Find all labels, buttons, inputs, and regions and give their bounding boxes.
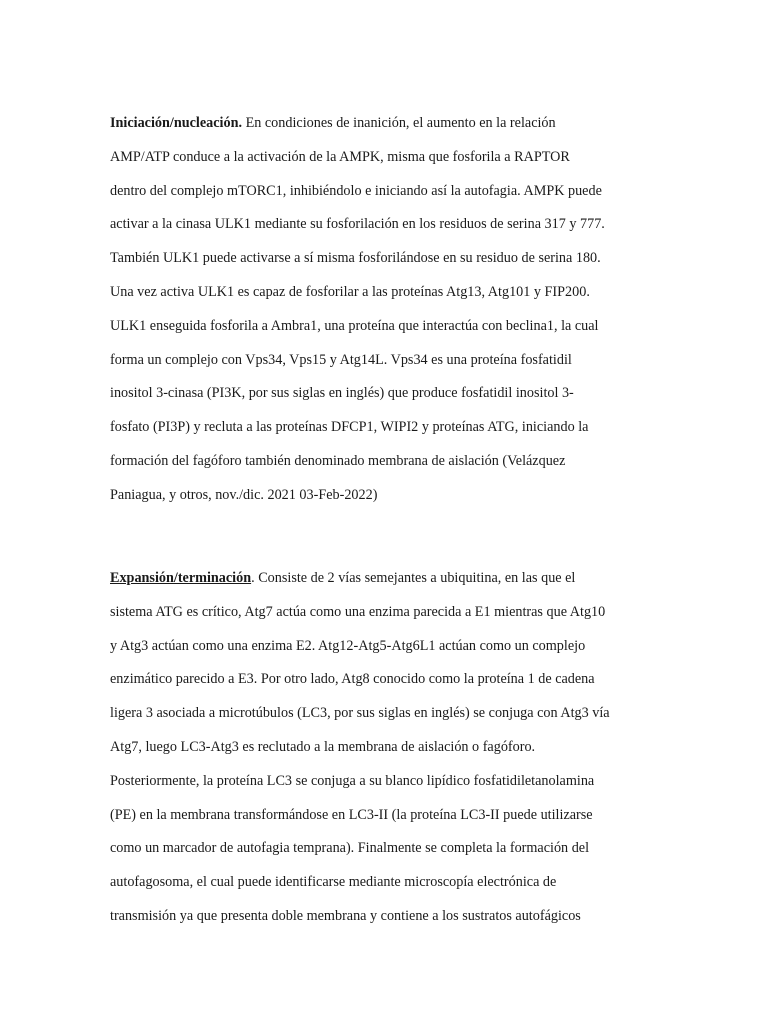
paragraph-heading: Expansión/terminación [110, 570, 252, 586]
text-line: sistema ATG es crítico, Atg7 actúa como una enzima parecida a E1 mientras que Atg10 [110, 603, 606, 620]
text-line: forma un complejo con Vps34, Vps15 y Atg14L. Vps34 es una proteína fosfatidil [110, 351, 572, 368]
text-line: AMP/ATP conduce a la activación de la AMPK, misma que fosforila a RAPTOR [110, 148, 570, 165]
paragraph-heading: Iniciación/nucleación. [110, 115, 243, 131]
text-line-content: En condiciones de inanición, el aumento en la relación [242, 115, 556, 131]
text-line: ligera 3 asociada a microtúbulos (LC3, por sus siglas en inglés) se conjuga con Atg3 vía [110, 705, 610, 722]
text-line: y Atg3 actúan como una enzima E2. Atg12-Atg5-Atg6L1 actúan como un complejo [110, 637, 586, 654]
text-line: como un marcador de autofagia temprana). Finalmente se completa la formación del [110, 840, 590, 857]
heading-period: . [251, 570, 255, 586]
text-line: Atg7, luego LC3-Atg3 es reclutado a la membrana de aislación o fagóforo. [110, 738, 536, 755]
paragraph-initiation [110, 115, 670, 521]
text-line: activar a la cinasa ULK1 mediante su fosforilación en los residuos de serina 317 y 777. [110, 216, 605, 233]
text-line [110, 570, 670, 604]
text-line: autofagosoma, el cual puede identificarse mediante microscopía electrónica de [110, 874, 557, 891]
text-line: inositol 3-cinasa (PI3K, por sus siglas en inglés) que produce fosfatidil inositol 3- [110, 385, 574, 402]
text-line: Una vez activa ULK1 es capaz de fosforilar a las proteínas Atg13, Atg101 y FIP200. [110, 283, 590, 300]
text-line: formación del fagóforo también denominado membrana de aislación (Velázquez [110, 452, 566, 469]
text-line: fosfato (PI3P) y recluta a las proteínas DFCP1, WIPI2 y proteínas ATG, iniciando la [110, 419, 589, 436]
text-line: Posteriormente, la proteína LC3 se conjuga a su blanco lipídico fosfatidiletanolamina [110, 772, 595, 789]
text-line: ULK1 enseguida fosforila a Ambra1, una proteína que interactúa con beclina1, la cual [110, 317, 599, 334]
text-line: dentro del complejo mTORC1, inhibiéndolo e iniciando así la autofagia. AMPK puede [110, 182, 602, 199]
text-line: transmisión ya que presenta doble membrana y contiene a los sustratos autofágicos [110, 907, 581, 924]
text-line: También ULK1 puede activarse a sí misma fosforilándose en su residuo de serina 180. [110, 250, 601, 267]
text-line [110, 115, 670, 149]
text-line: Paniagua, y otros, nov./dic. 2021 03-Feb-2022) [110, 486, 378, 503]
paragraph-expansion [110, 570, 670, 942]
text-line-content: Consiste de 2 vías semejantes a ubiquitina, en las que el [254, 570, 576, 586]
text-line: enzimático parecido a E3. Por otro lado, Atg8 conocido como la proteína 1 de cadena [110, 671, 595, 688]
text-line: (PE) en la membrana transformándose en LC3-II (la proteína LC3-II puede utilizarse [110, 806, 593, 823]
